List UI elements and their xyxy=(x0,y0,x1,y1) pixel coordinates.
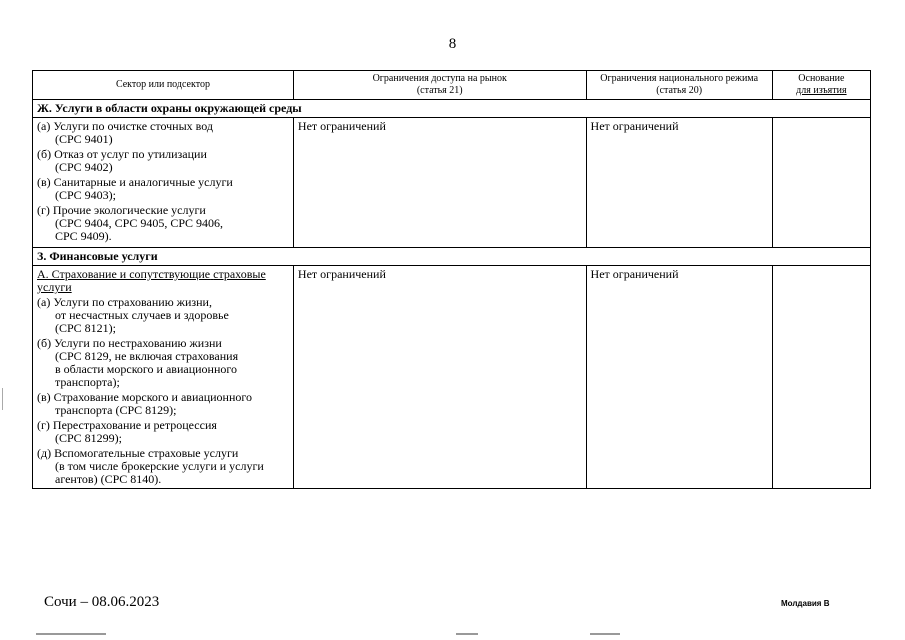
item-line: (д) Вспомогательные страховые услуги xyxy=(37,446,239,460)
header-market-line-2: (статья 21) xyxy=(416,85,463,96)
scan-edge-mark xyxy=(2,388,3,410)
list-item xyxy=(37,148,289,174)
subsection-heading xyxy=(37,268,289,294)
item-line: от несчастных случаев и здоровье xyxy=(55,308,229,322)
item-line: (а) Услуги по очистке сточных вод xyxy=(37,119,213,133)
subheading-line: страховые услуги xyxy=(37,267,266,294)
header-national-line-2: (статья 20) xyxy=(656,85,703,96)
scan-bottom-mark xyxy=(590,633,620,635)
item-line: (г) Перестрахование и ретроцессия xyxy=(37,418,217,432)
item-line: (CPC 9401) xyxy=(55,132,113,146)
header-market-access xyxy=(293,71,586,100)
item-line: (в том числе брокерские услуги и услуги xyxy=(55,459,264,473)
section-heading-row xyxy=(33,100,871,118)
item-line: (в) Санитарные и аналогичные услуги xyxy=(37,175,233,189)
item-line: транспорта); xyxy=(55,375,120,389)
national-treatment-cell: Нет ограничений xyxy=(586,118,772,248)
header-national-line-1: Ограничения национального режима xyxy=(600,73,759,84)
page-number: 8 xyxy=(448,36,457,52)
header-basis-line-2: для изъятия xyxy=(796,85,847,96)
item-line: (в) Страхование морского и авиационного xyxy=(37,390,253,404)
basis-cell xyxy=(772,118,870,248)
item-line: транспорта (CPC 8129); xyxy=(55,403,177,417)
header-sector-line-1: Сектор или подсектор xyxy=(115,79,210,90)
header-market-line-1: Ограничения доступа на рынок xyxy=(372,73,507,84)
list-item xyxy=(37,296,289,335)
item-line: агентов) (CPC 8140). xyxy=(55,472,162,486)
list-item xyxy=(37,176,289,202)
market-access-cell: Нет ограничений xyxy=(293,266,586,489)
list-item xyxy=(37,391,289,417)
scan-bottom-mark xyxy=(456,633,478,635)
item-line: (а) Услуги по страхованию жизни, xyxy=(37,295,212,309)
sector-cell xyxy=(33,266,294,489)
scan-bottom-mark xyxy=(36,633,106,635)
item-line: (CPC 9402) xyxy=(55,160,113,174)
commitments-table xyxy=(32,70,871,489)
table-row xyxy=(33,266,871,489)
subheading-line: А. Страхование и сопутствующие xyxy=(37,267,211,281)
item-line: (CPC 9404, CPC 9405, CPC 9406, xyxy=(55,216,224,230)
item-line: CPC 9409). xyxy=(55,229,112,243)
table-row xyxy=(33,118,871,248)
item-line: (б) Услуги по нестрахованию жизни xyxy=(37,336,222,350)
national-treatment-cell: Нет ограничений xyxy=(586,266,772,489)
footer-place-date: Сочи – 08.06.2023 xyxy=(44,594,160,610)
item-line: (г) Прочие экологические услуги xyxy=(37,203,206,217)
item-line: (CPC 8121); xyxy=(55,321,117,335)
sector-cell xyxy=(33,118,294,248)
table-header-row xyxy=(33,71,871,100)
item-line: (б) Отказ от услуг по утилизации xyxy=(37,147,207,161)
section-heading-row xyxy=(33,248,871,266)
basis-cell xyxy=(772,266,870,489)
list-item xyxy=(37,120,289,146)
header-sector xyxy=(33,71,294,100)
list-item xyxy=(37,447,289,486)
market-access-cell: Нет ограничений xyxy=(293,118,586,248)
section-title: Ж. Услуги в области охраны окружающей среды xyxy=(33,100,871,118)
header-basis xyxy=(772,71,870,100)
list-item xyxy=(37,419,289,445)
item-line: (CPC 81299); xyxy=(55,431,123,445)
list-item xyxy=(37,337,289,389)
header-basis-line-1: Основание xyxy=(798,73,845,84)
list-item xyxy=(37,204,289,243)
item-line: в области морского и авиационного xyxy=(55,362,238,376)
footer-country-label: Молдавия В xyxy=(781,599,830,608)
item-line: (CPC 9403); xyxy=(55,188,117,202)
item-line: (CPC 8129, не включая страхования xyxy=(55,349,239,363)
header-national-treatment xyxy=(586,71,772,100)
section-title: З. Финансовые услуги xyxy=(33,248,871,266)
